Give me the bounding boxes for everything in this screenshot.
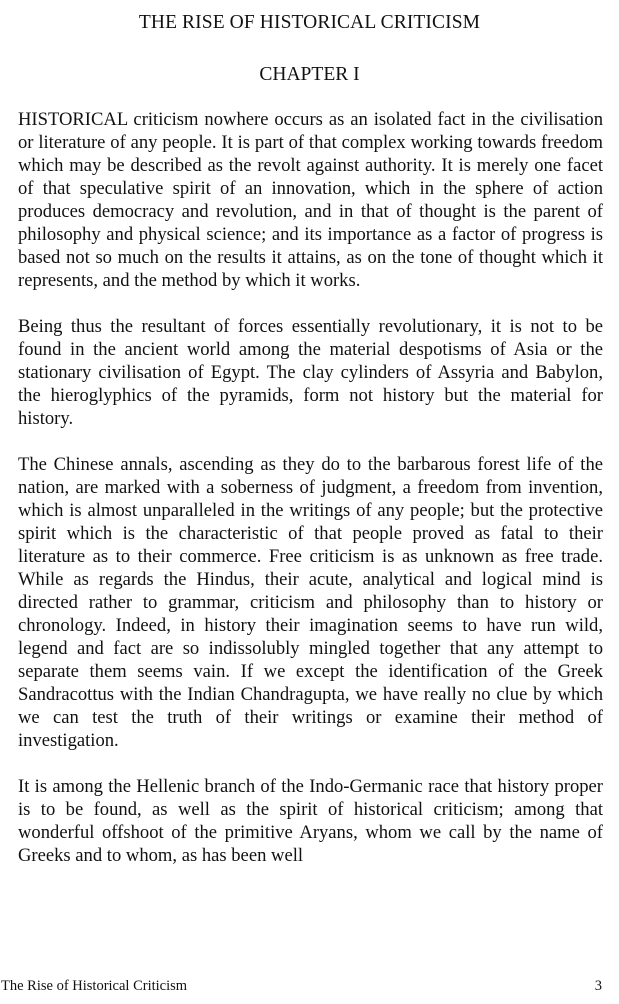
book-title: THE RISE OF HISTORICAL CRITICISM [138, 12, 481, 33]
page-footer [0, 976, 619, 996]
paragraph-4: It is among the Hellenic branch of the Indo-Germanic race that history proper is to be found, as well as the spirit of historical criticism; among that wonderful offshoot of the primitive Aryans, whom we call by the name of Greeks and to whom, as has been well [18, 776, 603, 866]
body-text [18, 108, 603, 867]
footer-title: The Rise of Historical Criticism [1, 978, 188, 994]
paragraph-3: The Chinese annals, ascending as they do to the barbarous forest life of the nation, are marked with a soberness of judgment, a freedom from invention, which is almost unparalleled in the writings of any people; but the protective spirit which is the characteristic of that people proved as fatal to their literature as to their commerce. Free criticism is as unknown as free trade. While as regards the Hindus, their acute, analytical and logical mind is directed rather to grammar, criticism and philosophy than to history or chronology. Indeed, in history their imagination seems to have run wild, legend and fact are so indissolubly mingled together that any attempt to separate them seems vain. If we except the identification of the Greek Sandracottus with the Indian Chandragupta, we have really no clue by which we can test the truth of their writings or examine their method of investigation. [18, 454, 603, 751]
page-number: 3 [594, 978, 602, 994]
paragraph-2: Being thus the resultant of forces essentially revolutionary, it is not to be found in the ancient world among the material despotisms of Asia or the stationary civilisation of Egypt. The clay cylinders of Assyria and Babylon, the hieroglyphics of the pyramids, form not history but the material for history. [18, 316, 603, 429]
paragraph-1: HISTORICAL criticism nowhere occurs as an isolated fact in the civilisation or literature of any people. It is part of that complex working towards freedom which may be described as the revolt against authority. It is merely one facet of that speculative spirit of an innovation, which in the sphere of action produces democracy and revolution, and in that of thought is the parent of philosophy and physical science; and its importance as a factor of progress is based not so much on the results it attains, as on the tone of thought which it represents, and the method by which it works. [18, 109, 603, 291]
chapter-heading: CHAPTER I [259, 64, 360, 85]
